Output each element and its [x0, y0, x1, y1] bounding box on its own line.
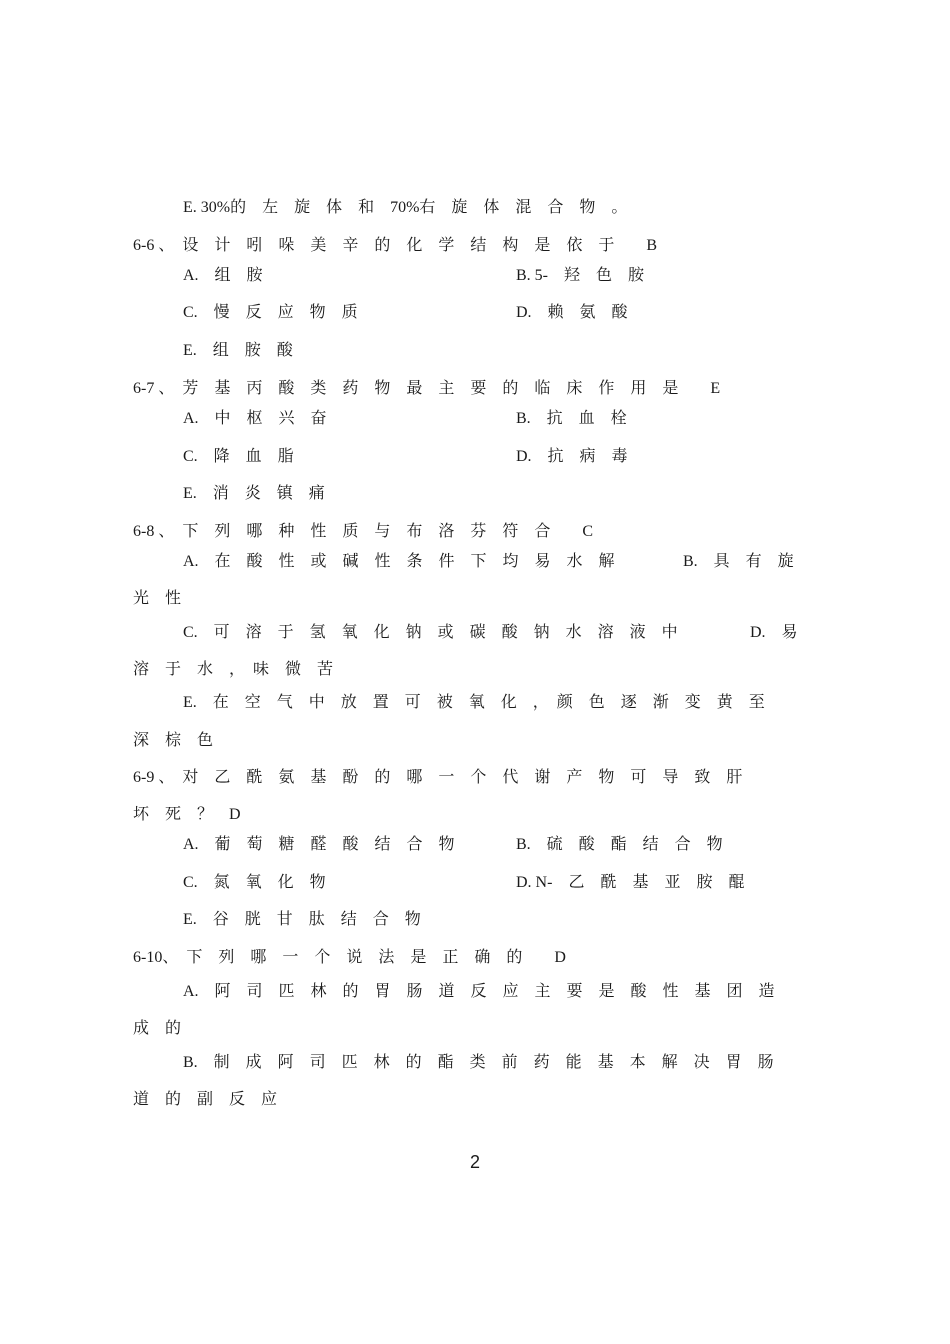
- line-9: B. 抗 血 栓: [516, 410, 627, 427]
- line-22: 6-9 、 对 乙 酰 氨 基 酚 的 哪 一 个 代 谢 产 物 可 导 致 肝: [133, 769, 743, 786]
- line-33: 道 的 副 反 应: [133, 1091, 278, 1108]
- line-16: 光 性: [133, 590, 182, 607]
- line-28: E. 谷 胱 甘 肽 结 合 物: [183, 911, 421, 928]
- line-14: A. 在 酸 性 或 碱 性 条 件 下 均 易 水 解: [183, 553, 615, 570]
- line-17: C. 可 溶 于 氢 氧 化 钠 或 碳 酸 钠 水 溶 液 中: [183, 624, 678, 641]
- line-27: D. N- 乙 酰 基 亚 胺 醌: [516, 874, 745, 891]
- page-number: 2: [469, 1152, 480, 1172]
- line-12: E. 消 炎 镇 痛: [183, 485, 325, 502]
- line-8: A. 中 枢 兴 奋: [183, 410, 327, 427]
- line-29: 6-10、 下 列 哪 一 个 说 法 是 正 确 的 D: [133, 949, 566, 966]
- line-13: 6-8 、 下 列 哪 种 性 质 与 布 洛 芬 符 合 C: [133, 523, 594, 540]
- line-1: 6-6 、 设 计 吲 哚 美 辛 的 化 学 结 构 是 依 于 B: [133, 237, 658, 254]
- line-25: B. 硫 酸 酯 结 合 物: [516, 836, 723, 853]
- line-2: A. 组 胺: [183, 267, 263, 284]
- line-15: B. 具 有 旋: [683, 553, 794, 570]
- line-11: D. 抗 病 毒: [516, 448, 628, 465]
- line-5: D. 赖 氨 酸: [516, 304, 628, 321]
- line-18: D. 易: [750, 624, 798, 641]
- line-20: E. 在 空 气 中 放 置 可 被 氧 化 ， 颜 色 逐 渐 变 黄 至: [183, 694, 765, 711]
- line-26: C. 氮 氧 化 物: [183, 874, 326, 891]
- line-30: A. 阿 司 匹 林 的 胃 肠 道 反 应 主 要 是 酸 性 基 团 造: [183, 983, 775, 1000]
- line-21: 深 棕 色: [133, 732, 214, 749]
- line-0: E. 30%的 左 旋 体 和 70%右 旋 体 混 合 物 。: [183, 199, 628, 216]
- line-10: C. 降 血 脂: [183, 448, 294, 465]
- line-7: 6-7 、 芳 基 丙 酸 类 药 物 最 主 要 的 临 床 作 用 是 E: [133, 380, 721, 397]
- line-24: A. 葡 萄 糖 醛 酸 结 合 物: [183, 836, 455, 853]
- line-4: C. 慢 反 应 物 质: [183, 304, 358, 321]
- line-31: 成 的: [133, 1020, 182, 1037]
- line-6: E. 组 胺 酸: [183, 342, 293, 359]
- line-3: B. 5- 羟 色 胺: [516, 267, 645, 284]
- line-32: B. 制 成 阿 司 匹 林 的 酯 类 前 药 能 基 本 解 决 胃 肠: [183, 1054, 774, 1071]
- line-23: 坏 死 ？ D: [133, 806, 241, 823]
- line-19: 溶 于 水 ， 味 微 苦: [133, 661, 334, 678]
